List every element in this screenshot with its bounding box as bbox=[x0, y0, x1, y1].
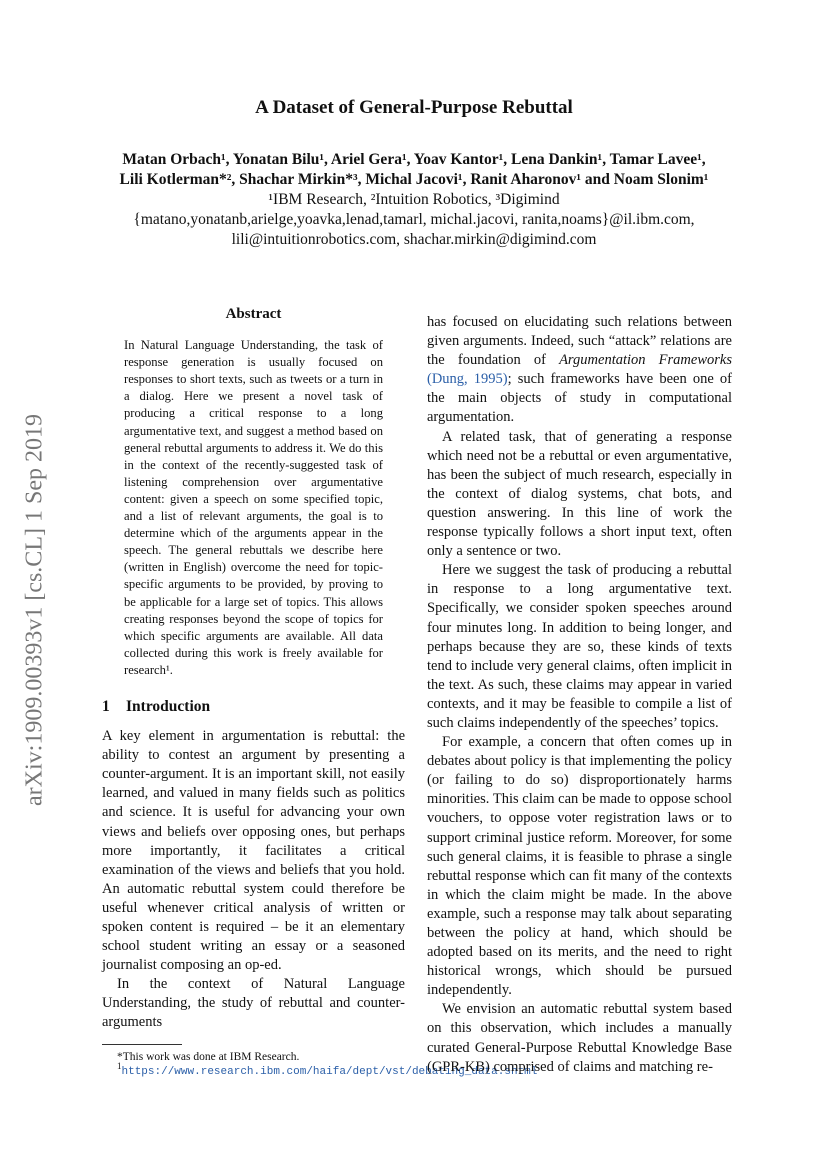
right-paragraph-4: For example, a concern that often comes up in debates about policy is that implementing the policy (or failing to do so) disproportionately harms minorities. This claim can be made to oppose school vouchers, to oppose voter registration laws or to support criminal justice reform. Moreover, for some such general claims, it is feasible to phrase a single rebuttal response which can fit many of the contexts in which the claim might be made. In the above example, such a response may talk about separating between the policy at hand, which should be adopted based on its merits, and the need to right historical wrongs, which should be pursued independently. bbox=[427, 734, 732, 999]
citation-dung-1995[interactable]: (Dung, 1995) bbox=[427, 371, 508, 388]
abstract-heading: Abstract bbox=[225, 306, 282, 322]
author-line-2: Lili Kotlerman*², Shachar Mirkin*³, Michal Jacovi¹, Ranit Aharonov¹ and Noam Slonim¹ bbox=[119, 171, 709, 188]
emphasis-argumentation-frameworks: Argumentation Frameworks bbox=[559, 352, 732, 369]
section-heading bbox=[102, 697, 405, 716]
emails-line-2: lili@intuitionrobotics.com, shachar.mirkin@digimind.com bbox=[231, 231, 597, 248]
author-line-1: Matan Orbach¹, Yonatan Bilu¹, Ariel Gera¹, Yoav Kantor¹, Lena Dankin¹, Tamar Lavee¹, bbox=[122, 151, 706, 168]
footnote-rule bbox=[102, 1044, 182, 1045]
author-block bbox=[60, 150, 768, 250]
intro-paragraph-2: In the context of Natural Language Understanding, the study of rebuttal and counter-arguments bbox=[102, 976, 405, 1031]
footnote-1-mark: 1 bbox=[117, 1060, 122, 1071]
right-paragraph-2: A related task, that of generating a response which need not be a rebuttal or even argumentative, has been the subject of much research, especially in the context of dialog systems, chat bots, and question answering. In this line of work the response typically follows a short input text, often only a sentence or two. bbox=[427, 428, 732, 560]
paper-title: A Dataset of General-Purpose Rebuttal bbox=[255, 97, 573, 118]
affiliations: ¹IBM Research, ²Intuition Robotics, ³Digimind bbox=[268, 191, 560, 208]
right-column bbox=[427, 313, 732, 1077]
intro-paragraph-1: A key element in argumentation is rebuttal: the ability to contest an argument by presenting a counter-argument. It is an important skill, not easily learned, and valued in many fields such as politics and science. It is useful for advancing your own views and beliefs over opposing ones, but perhaps more importantly, it facilitates a critical examination of the views and beliefs that you hold. An automatic rebuttal system could therefore be useful whenever critical analysis of written or spoken content is required – be it an elementary school student writing an essay or a seasoned journalist composing an op-ed. bbox=[102, 728, 405, 974]
arxiv-sidebar bbox=[8, 375, 62, 845]
footnote-star: *This work was done at IBM Research. bbox=[117, 1050, 300, 1063]
section-title: Introduction bbox=[126, 697, 211, 715]
abstract-text: In Natural Language Understanding, the task of response generation is usually focused on responses to short texts, such as tweets or a turn in a dialog. Here we present a novel task of producing a critical response to a long argumentative text, and suggest a method based on general rebuttal arguments to address it. We do this in the context of the recently-suggested task of listening comprehension over argumentative content: given a speech on some specified topic, and a list of relevant arguments, the goal is to determine which of the arguments appear in the speech. The general rebuttals we describe here (written in English) overcome the need for topic-specific arguments to be provided, by proving to be applicable for a large set of topics. This allows creating responses beyond the scope of topics for which specific arguments are available. All data collected during this work is freely available for research¹. bbox=[124, 338, 383, 677]
footnote-1-link[interactable]: https://www.research.ibm.com/haifa/dept/vst/debating_data.shtml bbox=[121, 1065, 538, 1078]
right-paragraph-5: We envision an automatic rebuttal system based on this observation, which includes a manually curated General-Purpose Rebuttal Knowledge Base (GPR-KB) comprised of claims and matching re- bbox=[427, 1001, 732, 1075]
footnote-1 bbox=[102, 1060, 538, 1079]
section-number: 1 bbox=[102, 697, 110, 715]
right-paragraph-1: has focused on elucidating such relations between given arguments. Indeed, such “attack” relations are the foundation of Argumentation Frameworks (Dung, 1995); such frameworks have been one of the main objects of study in computational argumentation. bbox=[427, 314, 732, 426]
right-paragraph-3: Here we suggest the task of producing a rebuttal in response to a long argumentative text. Specifically, we consider spoken speeches around four minutes long. In addition to being longer, and perhaps because they are so, these kinds of texts tend to include very general claims, often implicit in the text. As such, these claims may appear in varied contexts, and it may be feasible to compile a list of such claims independently of the speeches’ topics. bbox=[427, 562, 732, 731]
emails-line-1: {matano,yonatanb,arielge,yoavka,lenad,tamarl, michal.jacovi, ranita,noams}@il.ibm.com, bbox=[133, 211, 695, 228]
arxiv-id: arXiv:1909.00393v1 [cs.CL] 1 Sep 2019 bbox=[21, 414, 48, 806]
